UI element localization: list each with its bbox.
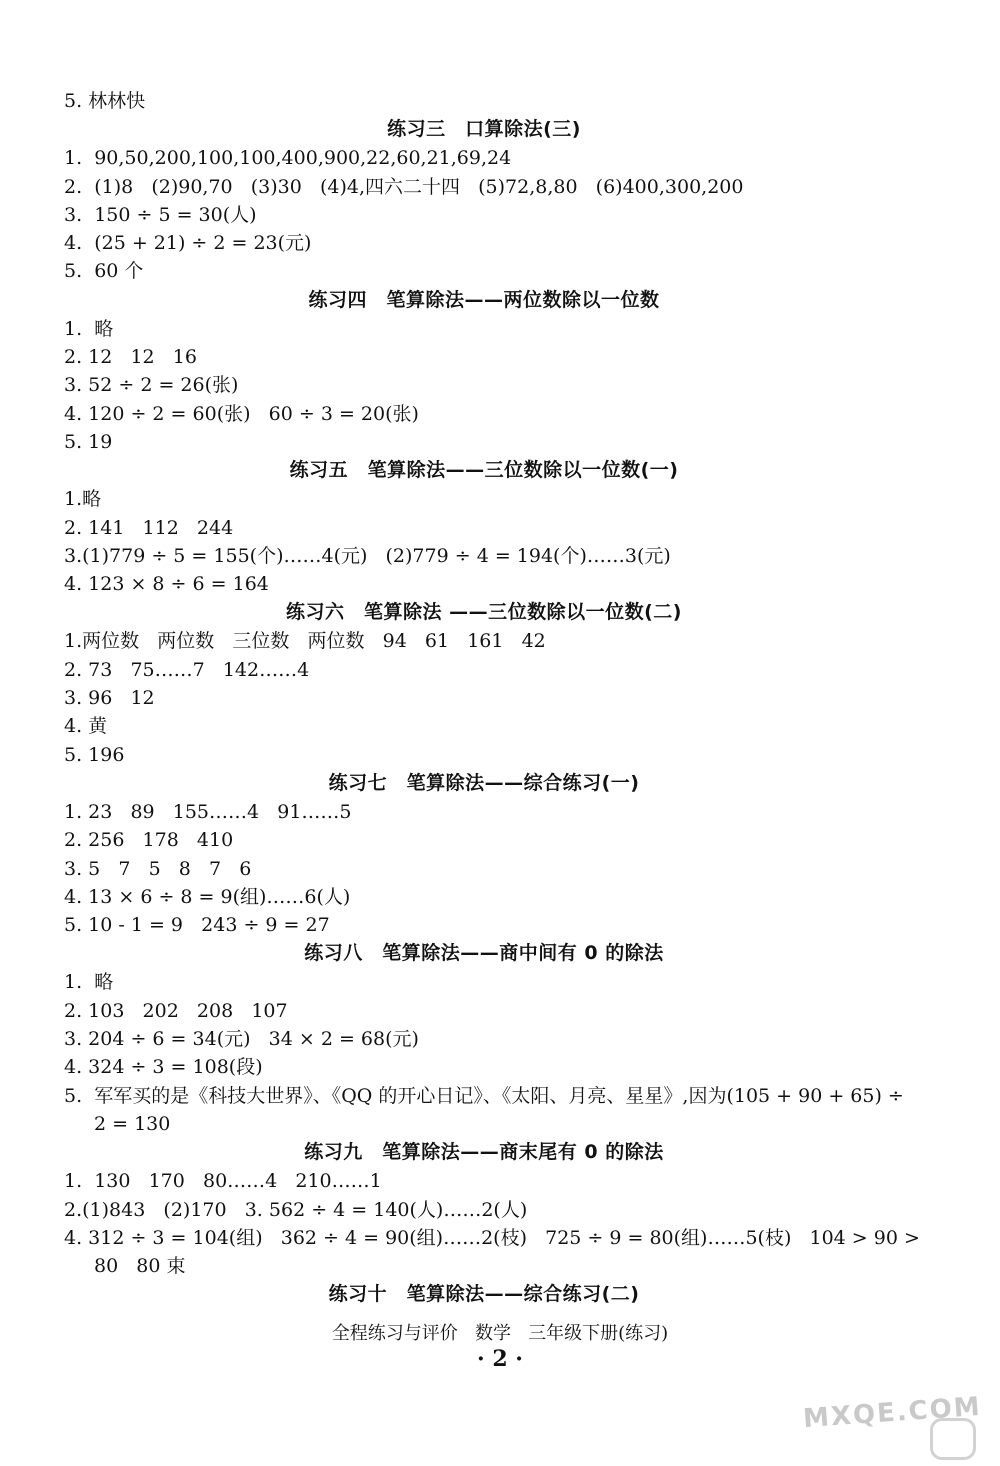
book-title-footer: 全程练习与评价 数学 三年级下册(练习) (331, 1323, 669, 1344)
answer-line: 5. 军军买的是《科技大世界》、《QQ 的开心日记》、《太阳、月亮、星星》,因为(105 + 90 + 65) ÷ (64, 1084, 904, 1107)
answer-line: 5. 19 (64, 430, 113, 453)
page-number: · 2 · (477, 1346, 523, 1372)
answer-line: 1. 略 (64, 317, 114, 340)
section-heading: 练习十 笔算除法——综合练习(二) (328, 1283, 640, 1306)
answer-line: 5. 10 - 1 = 9 243 ÷ 9 = 27 (64, 914, 330, 937)
answer-line: 2. 73 75……7 142……4 (64, 658, 310, 681)
answer-line-continued: 80 80 束 (94, 1255, 186, 1278)
answer-line: 4. 13 × 6 ÷ 8 = 9(组)……6(人) (64, 885, 351, 908)
answer-line: 3. 96 12 (64, 687, 155, 710)
answer-line: 4. 123 × 8 ÷ 6 = 164 (64, 573, 269, 596)
answer-line: 2. 141 112 244 (64, 516, 234, 539)
answer-line: 5. 林林快 (64, 90, 146, 112)
answer-line: 4. 324 ÷ 3 = 108(段) (64, 1056, 263, 1079)
answer-line: 1. 23 89 155……4 91……5 (64, 800, 352, 823)
answer-line: 2. 12 12 16 (64, 346, 197, 369)
section-heading: 练习七 笔算除法——综合练习(一) (328, 771, 640, 794)
answer-line: 5. 196 (64, 743, 125, 766)
answer-line-continued: 2 = 130 (94, 1112, 171, 1135)
answer-line: 3. 150 ÷ 5 = 30(人) (64, 203, 257, 226)
section-heading: 练习五 笔算除法——三位数除以一位数(一) (289, 459, 679, 482)
section-heading: 练习四 笔算除法——两位数除以一位数 (308, 288, 660, 311)
section-heading: 练习三 口算除法(三) (387, 118, 581, 141)
answer-line: 4. 312 ÷ 3 = 104(组) 362 ÷ 4 = 90(组)……2(枝) 725 ÷ 9 = 80(组)……5(枝) 104 > 90 > (64, 1226, 920, 1249)
answer-line: 2. 256 178 410 (64, 829, 234, 852)
answer-line: 3. 5 7 5 8 7 6 (64, 857, 252, 880)
answer-line: 1. 90,50,200,100,100,400,900,22,60,21,69,24 (64, 147, 512, 170)
answer-line: 2. 103 202 208 107 (64, 999, 288, 1022)
section-heading: 练习六 笔算除法 ——三位数除以一位数(二) (286, 601, 682, 624)
answer-line: 2.(1)843 (2)170 3. 562 ÷ 4 = 140(人)……2(人) (64, 1198, 528, 1221)
answer-content (64, 87, 920, 1309)
answer-line: 4. 120 ÷ 2 = 60(张) 60 ÷ 3 = 20(张) (64, 402, 419, 425)
answer-line: 4. (25 + 21) ÷ 2 = 23(元) (64, 232, 312, 255)
answer-line: 3.(1)779 ÷ 5 = 155(个)……4(元) (2)779 ÷ 4 = 194(个)……3(元) (64, 544, 671, 567)
answer-line: 5. 60 个 (64, 260, 144, 283)
answer-line: 1. 略 (64, 971, 114, 994)
watermark-text: MXQE.COM (802, 1391, 983, 1435)
answer-line: 3. 204 ÷ 6 = 34(元) 34 × 2 = 68(元) (64, 1028, 419, 1051)
answer-line: 1.两位数 两位数 三位数 两位数 94 61 161 42 (64, 630, 546, 653)
section-heading: 练习九 笔算除法——商末尾有 0 的除法 (304, 1141, 664, 1164)
answer-line: 2. (1)8 (2)90,70 (3)30 (4)4,四六二十四 (5)72,8,80 (6)400,300,200 (64, 175, 744, 198)
section-heading: 练习八 笔算除法——商中间有 0 的除法 (304, 942, 664, 965)
answer-line: 1.略 (64, 488, 102, 511)
answer-line: 4. 黄 (64, 715, 108, 738)
answer-line: 3. 52 ÷ 2 = 26(张) (64, 374, 239, 397)
answer-line: 1. 130 170 80……4 210……1 (64, 1170, 382, 1193)
